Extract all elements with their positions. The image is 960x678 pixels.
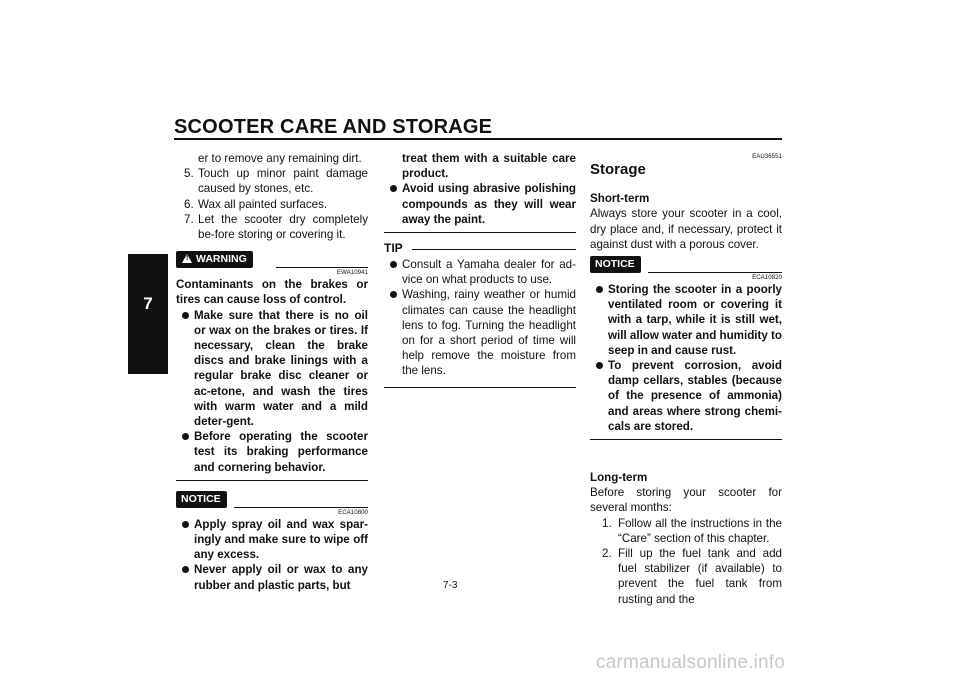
notice-bullets xyxy=(176,517,368,593)
short-term-text: Always store your scooter in a cool, dry place and, if necessary, protect it against dust with a porous cover. xyxy=(590,207,782,251)
long-term-text: Before storing your scooter for several months: xyxy=(590,486,782,515)
tip-end-rule xyxy=(384,387,576,388)
chapter-number: 7 xyxy=(143,294,153,313)
notice-code: ECA10820 xyxy=(752,274,782,282)
notice-end-rule xyxy=(590,439,782,440)
notice-badge: NOTICE xyxy=(176,491,227,508)
tip-bullets xyxy=(384,257,576,379)
short-term-heading: Short-term xyxy=(590,192,650,206)
list-item: 2. Fill up the fuel tank and add fuel stabilizer (if available) to prevent the fuel tank from rusting and the xyxy=(602,547,782,606)
notice-code: ECA10800 xyxy=(338,508,368,516)
notice-badge: NOTICE xyxy=(590,256,641,273)
warning-header xyxy=(176,251,368,269)
list-item: 1. Follow all the instructions in the “Care” section of this chapter. xyxy=(602,516,782,545)
page-number: 7-3 xyxy=(443,580,458,591)
continued-text: treat them with a suitable care product. xyxy=(402,152,576,181)
long-term-heading: Long-term xyxy=(590,471,648,485)
warning-icon: ! xyxy=(182,254,192,263)
list-item: Storing the scooter in a poorly ventilated room or covering it with a tarp, while it is still wet, will allow water and humidity to seep in and cause rust. xyxy=(590,282,782,358)
tip-header xyxy=(384,241,576,257)
list-item: Make sure that there is no oil or wax on the brakes or tires. If necessary, clean the brake discs and brake linings with a regular brake disc cleaner or ac-etone, and wash the tires with warm water and a mild deter-gent. xyxy=(176,308,368,430)
list-item: 5. Touch up minor paint damage caused by stones, etc. xyxy=(184,167,368,196)
notice-header xyxy=(590,256,782,274)
list-item: To prevent corrosion, avoid damp cellars, stables (because of the presence of ammonia) and areas where strong chemi-cals are stored. xyxy=(590,358,782,434)
section-code: EAU36551 xyxy=(752,153,782,160)
notice-header xyxy=(176,491,368,509)
list-item: Consult a Yamaha dealer for ad-vice on what products to use. xyxy=(384,257,576,287)
notice-rule xyxy=(648,272,782,273)
tip-rule xyxy=(412,249,576,250)
warning-rule xyxy=(276,267,368,268)
list-item: 6. Wax all painted surfaces. xyxy=(184,197,328,211)
tip-label: TIP xyxy=(384,241,403,256)
notice-end-rule xyxy=(384,232,576,233)
continued-text: er to remove any remaining dirt. xyxy=(198,152,362,165)
warning-bullets xyxy=(176,308,368,475)
warning-code: EWA10941 xyxy=(336,269,368,277)
column-3 xyxy=(590,151,782,607)
chapter-tab xyxy=(128,254,168,374)
list-item: 7. Let the scooter dry completely be-fore storing or covering it. xyxy=(184,212,368,242)
watermark: carmanualsonline.info xyxy=(596,652,786,673)
title-underline xyxy=(174,138,782,140)
warning-badge: ! WARNING xyxy=(176,251,253,268)
list-item: Washing, rainy weather or humid climates can cause the headlight lens to fog. Turning the headlight on for a short period of time will help remove the moisture from the lens. xyxy=(384,287,576,378)
column-1 xyxy=(176,151,368,593)
notice-rule xyxy=(234,507,368,508)
list-item: Avoid using abrasive polishing compounds as they will wear away the paint. xyxy=(384,181,576,227)
warning-lead: Contaminants on the brakes or tires can cause loss of control. xyxy=(176,278,368,307)
list-item: Never apply oil or wax to any rubber and plastic parts, but xyxy=(176,562,368,592)
list-item: Apply spray oil and wax spar-ingly and make sure to wipe off any excess. xyxy=(176,517,368,563)
page-title: SCOOTER CARE AND STORAGE xyxy=(174,116,493,138)
column-2 xyxy=(384,151,576,388)
list-item: Before operating the scooter test its braking performance and cornering behavior. xyxy=(176,429,368,475)
notice-bullets xyxy=(590,282,782,434)
section-title: Storage xyxy=(590,161,646,178)
storage-steps xyxy=(590,516,782,607)
care-steps xyxy=(176,166,368,242)
warning-end-rule xyxy=(176,480,368,481)
notice-bullets-cont xyxy=(384,181,576,227)
